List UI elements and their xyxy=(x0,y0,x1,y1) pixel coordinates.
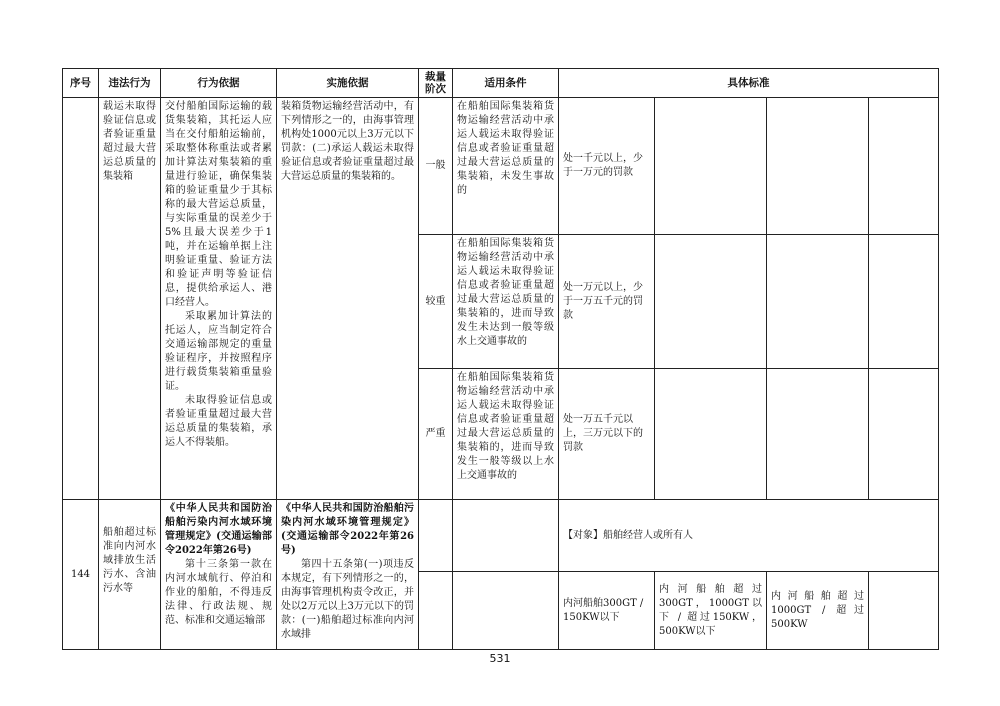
header-level: 裁量 阶次 xyxy=(419,69,453,98)
cell-standard-small-vessel: 内河船舶300GT / 150KW以下 xyxy=(559,572,655,650)
basis-paragraph: 交付船舶国际运输的载货集装箱，其托运人应当在交付船舶运输前，采取整体称重法或者累加计算法对集装箱的重量进行验证，确保集装箱的验证重量少于其标称的最大营运总质量，与实际重量的误差少于5%且最大误差少于1吨，并在运输单据上注明验证重量、验证方法和验证声明等验证信息，提供给承运人、港口经营人。 xyxy=(165,101,272,308)
header-basis: 行为依据 xyxy=(161,69,277,98)
cell-impl xyxy=(277,500,419,650)
basis-paragraph: 未取得验证信息或者验证重量超过最大营运总质量的集装箱，承运人不得装船。 xyxy=(165,395,272,448)
cell-level: 严重 xyxy=(419,369,453,500)
header-violation: 违法行为 xyxy=(99,69,161,98)
cell-empty xyxy=(767,369,869,500)
cell-seq: 144 xyxy=(63,500,99,650)
cell-level: 一般 xyxy=(419,98,453,235)
cell-standard-large-vessel: 内河船舶超过1000GT / 超过500KW xyxy=(767,572,869,650)
cell-seq xyxy=(63,98,99,500)
cell-violation: 船舶超过标准向内河水域排放生活污水、含油污水等 xyxy=(99,500,161,650)
impl-paragraph: 第四十五条第(一)项违反本规定，有下列情形之一的，由海事管理机构责令改正，并处以2万元以上3万元以下的罚款：(一)船舶超过标准向内河水域排 xyxy=(281,559,414,640)
cell-empty xyxy=(767,98,869,235)
cell-empty xyxy=(869,98,939,235)
impl-title: 《中华人民共和国防治船舶污染内河水域环境管理规定》(交通运输部令2022年第26号) xyxy=(281,503,414,556)
cell-condition xyxy=(453,572,559,650)
cell-standard-medium-vessel: 内河船舶超过300GT，1000GT以下 / 超过150KW，500KW以下 xyxy=(655,572,767,650)
table-row xyxy=(63,98,939,235)
cell-level xyxy=(419,572,453,650)
basis-title: 《中华人民共和国防治船舶污染内河水域环境管理规定》(交通运输部令2022年第26号) xyxy=(165,503,272,556)
cell-empty xyxy=(869,572,939,650)
basis-paragraph: 采取累加计算法的托运人，应当制定符合交通运输部规定的重量验证程序，并按照程序进行载货集装箱重量验证。 xyxy=(165,311,272,392)
cell-empty xyxy=(869,235,939,369)
cell-empty xyxy=(655,235,767,369)
cell-violation: 载运未取得验证信息或者验证重量超过最大营运总质量的集装箱 xyxy=(99,98,161,500)
cell-level xyxy=(419,500,453,572)
cell-empty xyxy=(767,235,869,369)
cell-standard: 处一万元以上，少于一万五千元的罚款 xyxy=(559,235,655,369)
header-row xyxy=(63,69,939,98)
header-condition: 适用条件 xyxy=(453,69,559,98)
cell-object: 【对象】船舶经营人或所有人 xyxy=(559,500,939,572)
table-row xyxy=(63,500,939,572)
cell-empty xyxy=(869,369,939,500)
cell-standard: 处一万五千元以上，三万元以下的罚款 xyxy=(559,369,655,500)
cell-empty xyxy=(655,369,767,500)
penalty-standards-table xyxy=(62,68,939,650)
cell-condition xyxy=(453,500,559,572)
page-number: 531 xyxy=(489,652,511,665)
cell-condition: 在船舶国际集装箱货物运输经营活动中承运人载运未取得验证信息或者验证重量超过最大营运总质量的集装箱的，进而导致发生未达到一般等级水上交通事故的 xyxy=(453,235,559,369)
cell-standard: 处一千元以上，少于一万元的罚款 xyxy=(559,98,655,235)
cell-basis xyxy=(161,500,277,650)
cell-impl: 装箱货物运输经营活动中，有下列情形之一的，由海事管理机构处1000元以上3万元以下罚款：(二)承运人载运未取得验证信息或者验证重量超过最大营运总质量的集装箱的。 xyxy=(277,98,419,500)
cell-empty xyxy=(655,98,767,235)
header-impl: 实施依据 xyxy=(277,69,419,98)
cell-condition: 在船舶国际集装箱货物运输经营活动中承运人载运未取得验证信息或者验证重量超过最大营运总质量的集装箱，未发生事故的 xyxy=(453,98,559,235)
cell-basis xyxy=(161,98,277,500)
header-seq: 序号 xyxy=(63,69,99,98)
cell-condition: 在船舶国际集装箱货物运输经营活动中承运人载运未取得验证信息或者验证重量超过最大营运总质量的集装箱的，进而导致发生一般等级以上水上交通事故的 xyxy=(453,369,559,500)
header-standard: 具体标准 xyxy=(559,69,939,98)
basis-paragraph: 第十三条第一款在内河水域航行、停泊和作业的船舶，不得违反法律、行政法规、规范、标准和交通运输部 xyxy=(165,559,272,626)
cell-level: 较重 xyxy=(419,235,453,369)
